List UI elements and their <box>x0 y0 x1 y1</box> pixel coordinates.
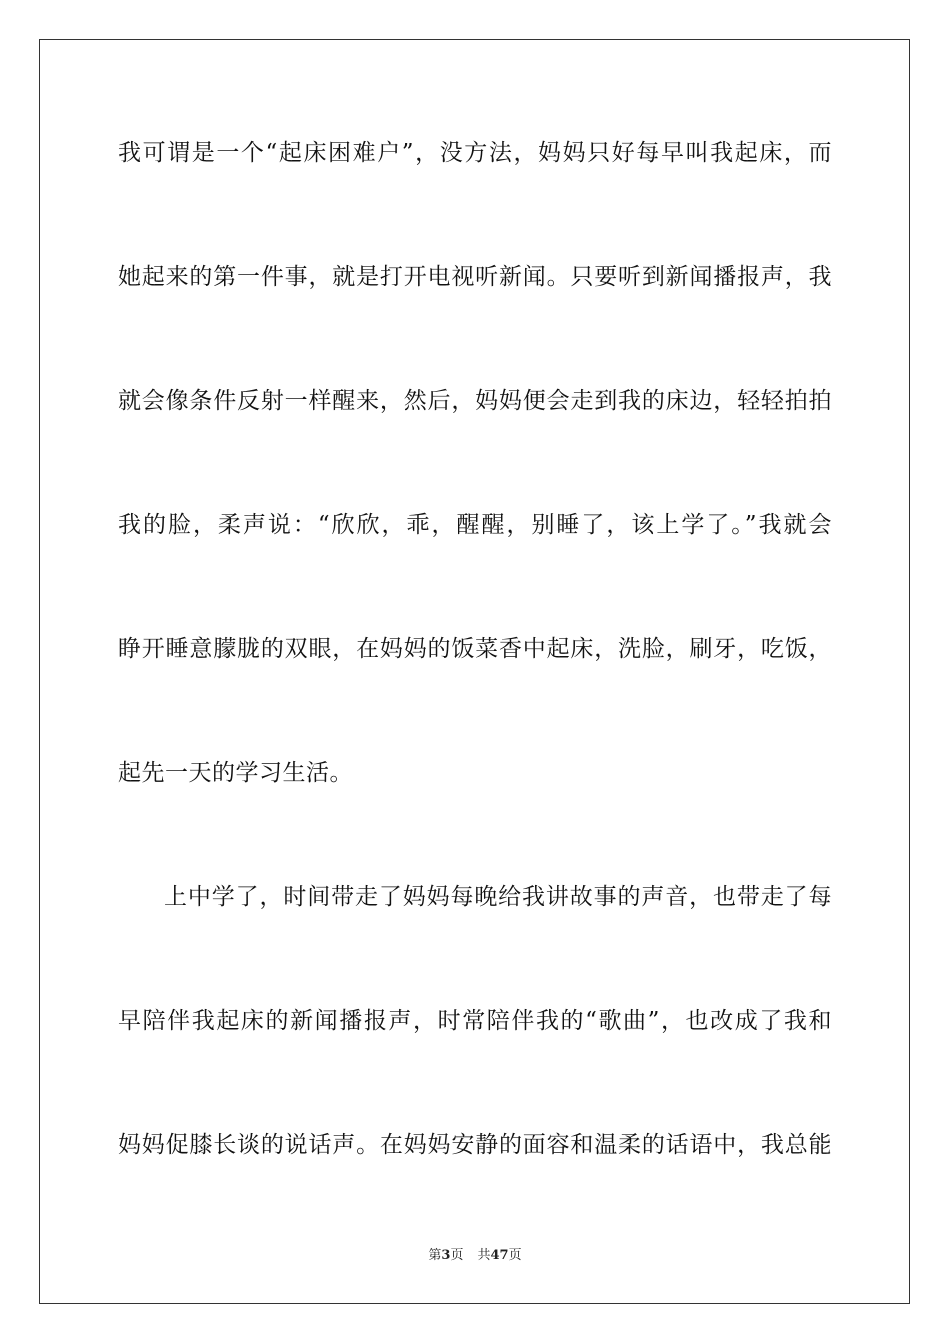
text-line: 睁开睡意朦胧的双眼，在妈妈的饭菜香中起床，洗脸，刷牙，吃饭， <box>118 636 832 662</box>
page-footer <box>0 1247 950 1265</box>
text-line: 起先一天的学习生活。 <box>118 760 353 786</box>
page-border <box>39 39 910 1304</box>
text-line: 就会像条件反射一样醒来，然后，妈妈便会走到我的床边，轻轻拍拍 <box>118 388 832 414</box>
text-line: 早陪伴我起床的新闻播报声，时常陪伴我的“歌曲”，也改成了我和 <box>118 1008 832 1034</box>
total-pages-label: 共47页 <box>477 1248 522 1263</box>
text-line: 她起来的第一件事，就是打开电视听新闻。只要听到新闻播报声，我 <box>118 264 832 290</box>
page-number-label: 第3页 <box>428 1248 464 1263</box>
text-line: 我可谓是一个“起床困难户”，没方法，妈妈只好每早叫我起床，而 <box>118 140 832 166</box>
text-line: 上中学了，时间带走了妈妈每晚给我讲故事的声音，也带走了每 <box>164 884 832 910</box>
text-line: 妈妈促膝长谈的说话声。在妈妈安静的面容和温柔的话语中，我总能 <box>118 1132 832 1158</box>
text-line: 我的脸，柔声说：“欣欣，乖，醒醒，别睡了，该上学了。”我就会 <box>118 512 832 538</box>
